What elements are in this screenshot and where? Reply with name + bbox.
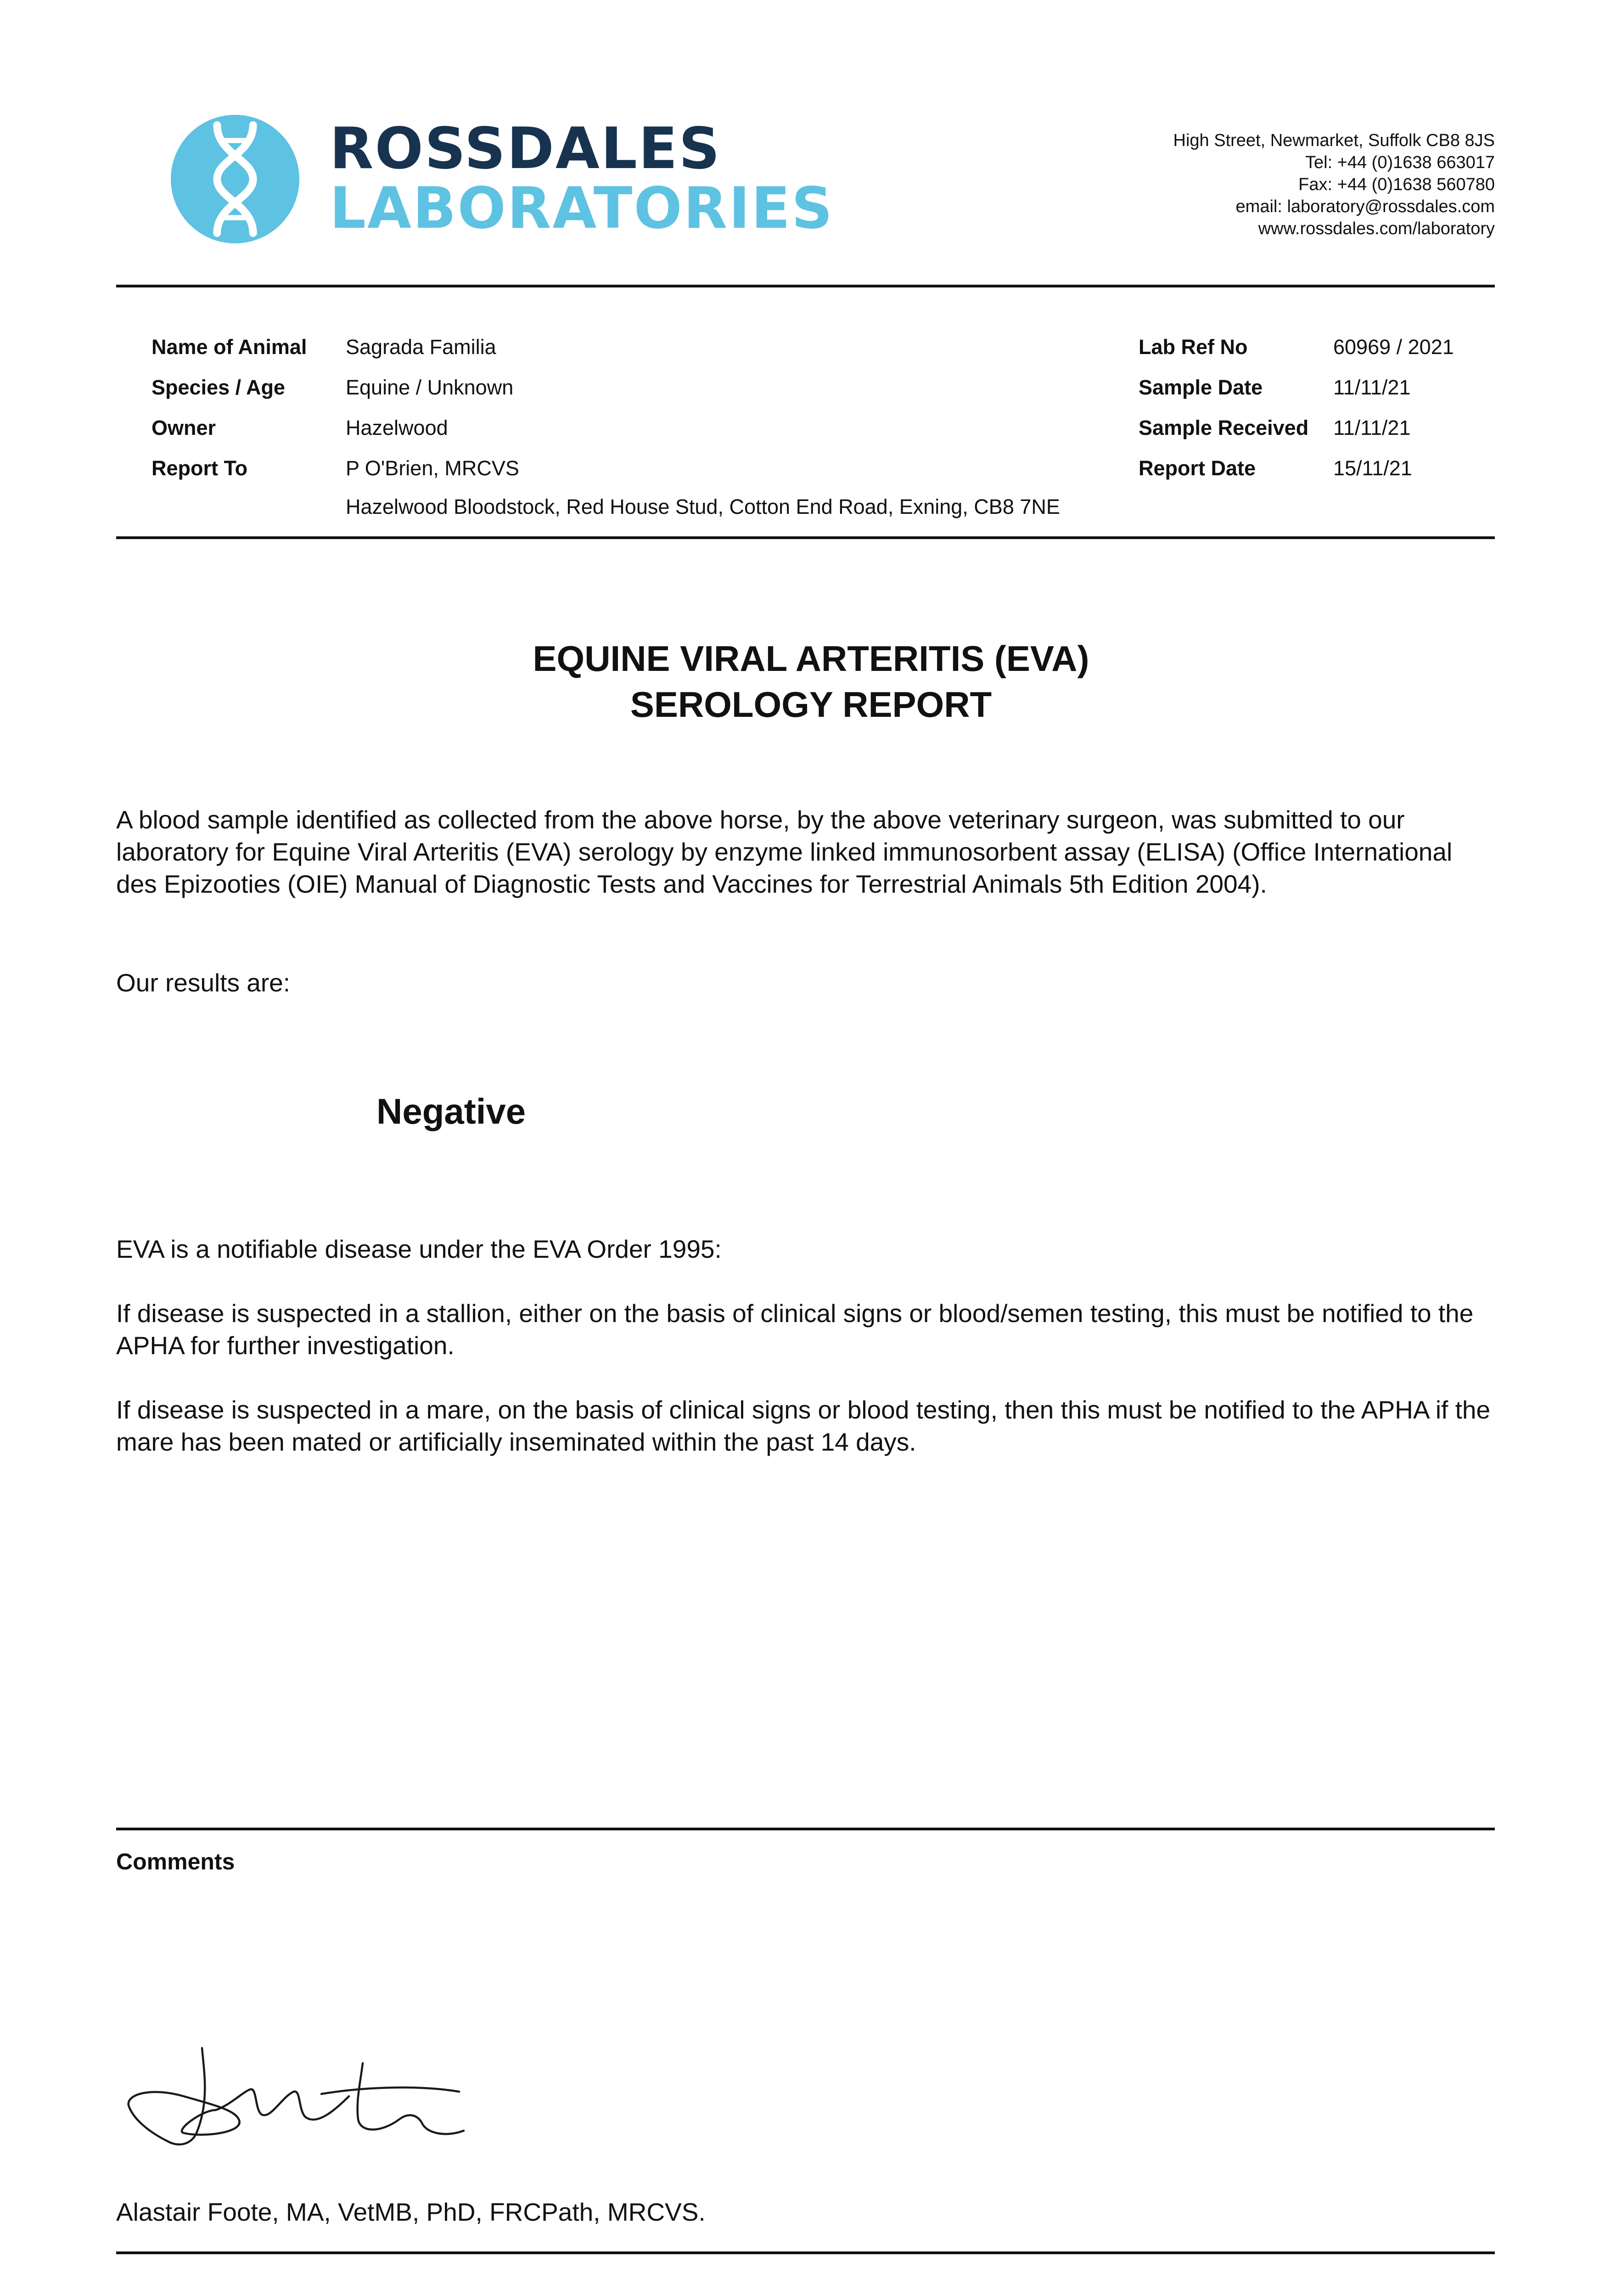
report-to-label: Report To — [152, 456, 248, 480]
species-age-label: Species / Age — [152, 376, 285, 399]
report-title-line1: EQUINE VIRAL ARTERITIS (EVA) — [533, 638, 1089, 679]
result-value: Negative — [376, 1091, 526, 1131]
brand-name-line2: LABORATORIES — [330, 175, 834, 242]
name-of-animal-label: Name of Animal — [152, 335, 307, 359]
name-of-animal-value: Sagrada Familia — [346, 335, 496, 359]
divider — [116, 536, 1495, 539]
owner-value: Hazelwood — [346, 416, 448, 439]
report-date-label: Report Date — [1139, 456, 1256, 480]
notifiable-paragraph: EVA is a notifiable disease under the EVA Order 1995: — [116, 1235, 722, 1263]
sample-received-label: Sample Received — [1139, 416, 1309, 439]
divider — [116, 285, 1495, 287]
results-intro: Our results are: — [116, 968, 291, 997]
sample-date-value: 11/11/21 — [1333, 376, 1411, 399]
contact-block — [1173, 129, 1495, 240]
contact-email: email: laboratory@rossdales.com — [1235, 197, 1495, 216]
stallion-paragraph: If disease is suspected in a stallion, either on the basis of clinical signs or blood/semen testing, this must be notified to the APHA for further investigation. — [116, 1299, 1474, 1360]
contact-fax: Fax: +44 (0)1638 560780 — [1298, 175, 1495, 194]
sample-date-label: Sample Date — [1139, 376, 1263, 399]
report-title — [0, 636, 1622, 727]
report-title-line2: SEROLOGY REPORT — [630, 684, 992, 725]
contact-address: High Street, Newmarket, Suffolk CB8 8JS — [1173, 131, 1495, 150]
mare-paragraph: If disease is suspected in a mare, on the basis of clinical signs or blood testing, then this must be notified to the APHA if the mare has been mated or artificially inseminated within the past 14 days. — [116, 1396, 1491, 1456]
lab-ref-label: Lab Ref No — [1139, 335, 1248, 359]
lab-ref-value: 60969 / 2021 — [1333, 335, 1454, 359]
owner-label: Owner — [152, 416, 216, 439]
brand-name-line1: ROSSDALES — [330, 116, 721, 182]
intro-paragraph: A blood sample identified as collected from the above horse, by the above veterinary surgeon, was submitted to our laboratory for Equine Viral Arteritis (EVA) serology by enzyme linked immunosorbent assay (ELISA) (Office International des Epizooties (OIE) Manual of Diagnostic Tests and Vaccines for Terrestrial Animals 5th Edition 2004). — [116, 805, 1453, 898]
contact-tel: Tel: +44 (0)1638 663017 — [1305, 153, 1495, 172]
sample-received-value: 11/11/21 — [1333, 416, 1411, 439]
comments-label: Comments — [116, 1849, 235, 1874]
report-to-address: Hazelwood Bloodstock, Red House Stud, Cotton End Road, Exning, CB8 7NE — [346, 495, 1060, 518]
report-to-value: P O'Brien, MRCVS — [346, 456, 519, 480]
signatory-name: Alastair Foote, MA, VetMB, PhD, FRCPath, MRCVS. — [116, 2198, 706, 2226]
contact-web: www.rossdales.com/laboratory — [1258, 219, 1495, 238]
report-date-value: 15/11/21 — [1333, 456, 1412, 480]
dna-helix-icon — [171, 115, 299, 243]
divider — [116, 1828, 1495, 1830]
species-age-value: Equine / Unknown — [346, 376, 514, 399]
signature — [124, 2041, 473, 2156]
divider — [116, 2251, 1495, 2254]
